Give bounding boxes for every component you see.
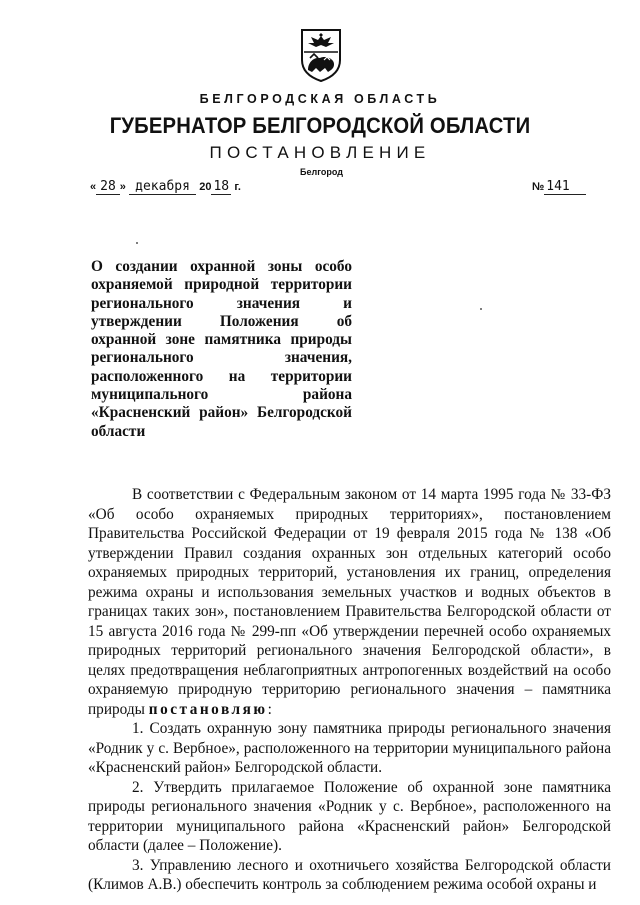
document-title: О создании охранной зоны особо охраняемой природной территории регионального значения и утверждении Положения об охранной зоне памятника природы регионального значения, расположенного на территории муниципального района «Красненский район» Белгородской области [91, 258, 352, 440]
item-paragraph: 1. Создать охранную зону памятника природы регионального значения «Родник у с. Вербное», расположенного на территории муниципального района «Красненский район» Белгородской области. [88, 720, 611, 776]
date-year-mark: г. [234, 181, 241, 193]
preamble-paragraph [88, 485, 611, 719]
item-paragraph: 2. Утвердить прилагаемое Положение об охранной зоне памятника природы регионального значения «Родник у с. Вербное», расположенного на территории муниципального района «Красненский район» Белгородской области (далее – Положение). [88, 778, 611, 854]
date-year-suffix: 18 [213, 179, 230, 194]
authority-heading: ГУБЕРНАТОР БЕЛГОРОДСКОЙ ОБЛАСТИ [109, 113, 531, 138]
scan-speck [136, 242, 138, 244]
region-heading: БЕЛГОРОДСКАЯ ОБЛАСТЬ [199, 92, 441, 106]
item-paragraph: 3. Управлению лесного и охотничьего хозяйства Белгородской области (Климов А.В.) обеспечить контроль за соблюдением режима особой охраны и [88, 856, 611, 893]
coat-of-arms-icon [300, 28, 342, 82]
date-month: декабря [129, 179, 196, 195]
date-year-prefix: 20 [199, 181, 212, 193]
document-date [90, 178, 241, 194]
preamble-text: В соответствии с Федеральным законом от 14 марта 1995 года № 33-ФЗ «Об особо охраняемых природных территориях», постановлением Правительства Российской Федерации от 19 февраля 2015 года № 138 «Об утверждении Правил создания охранных зон отдельных категорий особо охраняемых природных территорий, установления их границ, определения режима охраны и использования земельных участков и водных объектов в границах таких зон», постановлением Правительства Белгородской области от 15 августа 2016 года № 299-пп «Об утверждении перечней особо охраняемых природных территорий регионального значения Белгородской области», в целях предотвращения неблагоприятных антропогенных воздействий на особо охраняемую природную территорию регионального значения – памятника природы [88, 486, 611, 718]
document-number [532, 178, 586, 194]
city-label: Белгород [300, 167, 343, 177]
date-open-quote: « [90, 181, 97, 193]
date-day: 28 [96, 179, 120, 195]
scan-speck [480, 308, 482, 310]
document-type: ПОСТАНОВЛЕНИЕ [209, 143, 431, 162]
resolve-word: постановляю [148, 700, 268, 718]
resolve-colon: : [267, 700, 272, 718]
number-sign: № [532, 181, 545, 193]
number-value: 141 [544, 179, 585, 195]
date-close-quote: » [119, 181, 126, 193]
document-body [88, 485, 611, 895]
